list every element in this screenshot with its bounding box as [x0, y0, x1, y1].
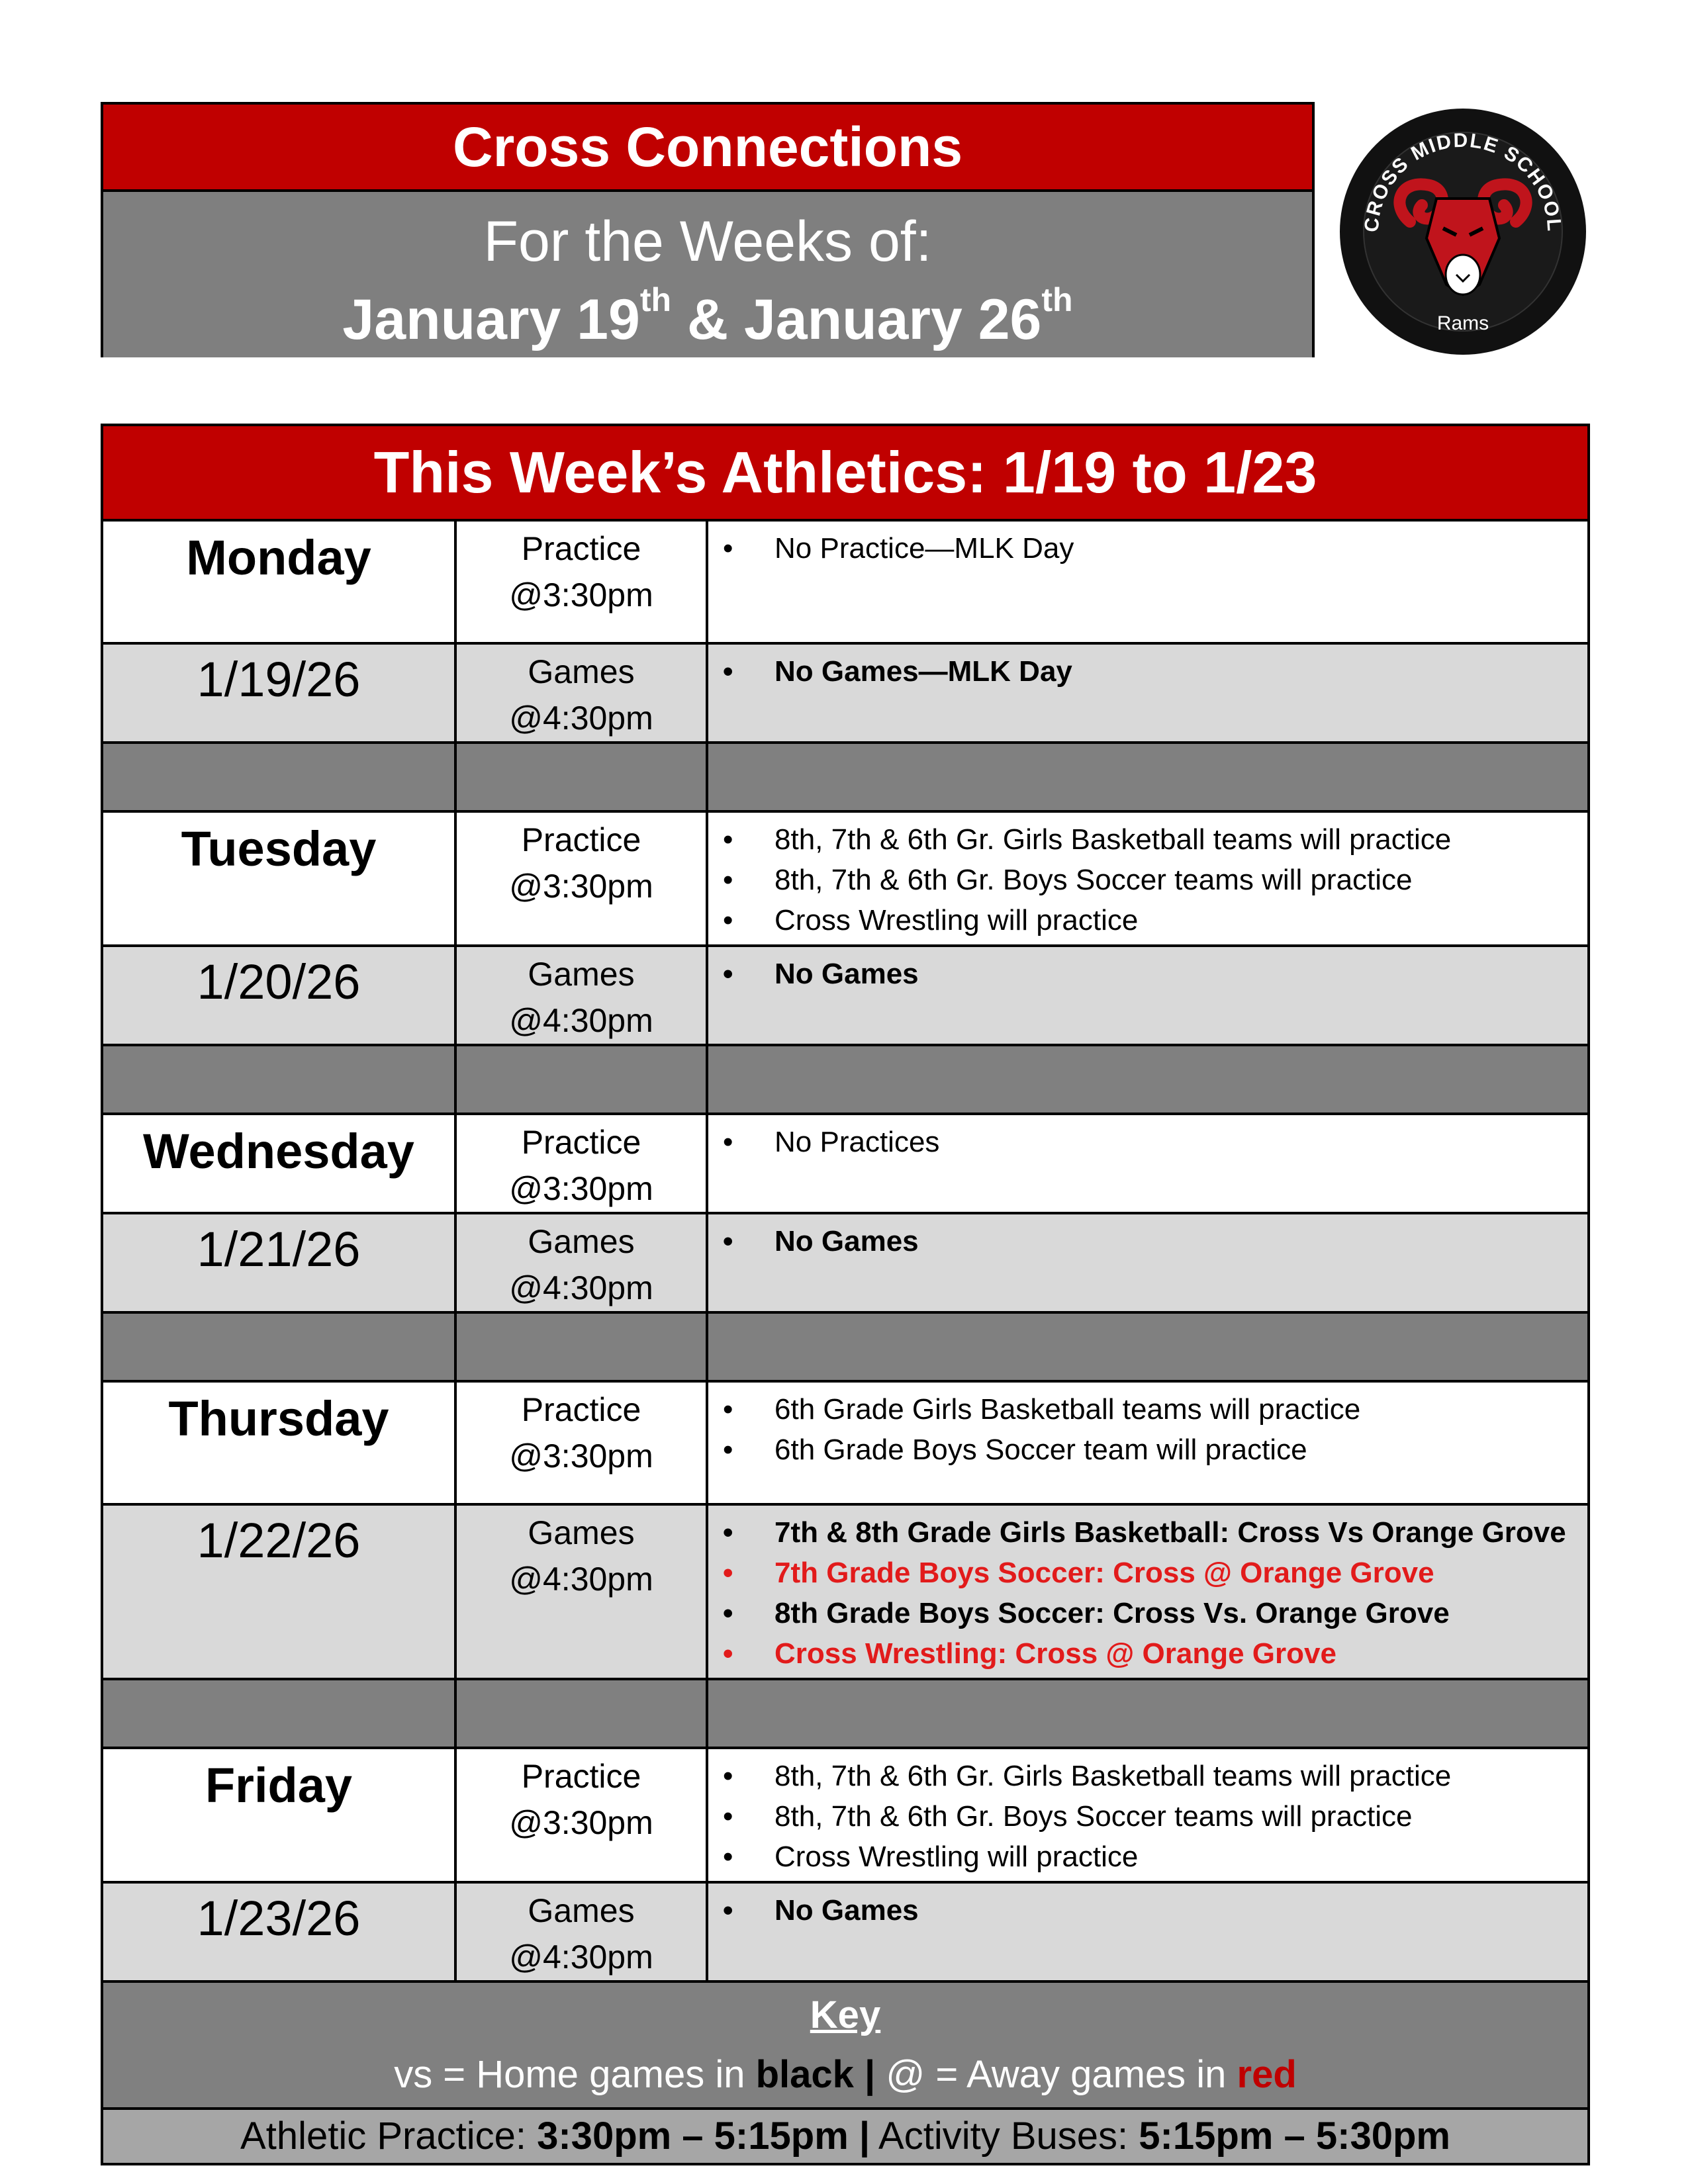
list-item: • 6th Grade Boys Soccer team will practice: [708, 1430, 1587, 1470]
games-row-monday: [102, 643, 1589, 743]
practice-time-cell: [455, 1748, 707, 1882]
day-date: 1/19/26: [102, 643, 455, 743]
legend-key: [102, 1981, 1589, 2109]
games-time-cell: [455, 1213, 707, 1312]
practice-time: @3:30pm: [509, 1170, 653, 1207]
practice-row-monday: [102, 520, 1589, 643]
footer-separator: |: [859, 2115, 870, 2158]
practice-hours-label: Athletic Practice:: [240, 2115, 526, 2158]
games-time-cell: [455, 1504, 707, 1679]
spacer-cell: [455, 1312, 707, 1381]
list-item: • 8th Grade Boys Soccer: Cross Vs. Orange Grove: [708, 1593, 1587, 1633]
games-time-cell: [455, 1882, 707, 1981]
games-items: [707, 1882, 1589, 1981]
games-label: Games: [528, 653, 635, 690]
games-time: @4:30pm: [509, 1269, 653, 1306]
spacer-row: [102, 743, 1589, 811]
key-title: Key: [810, 1993, 881, 2036]
list-item: • No Games: [708, 1221, 1587, 1261]
games-label: Games: [528, 1223, 635, 1260]
practice-time: @3:30pm: [509, 868, 653, 905]
footer-row: [102, 2109, 1589, 2164]
logo-arc-text: CROSS MIDDLE SCHOOL: [1360, 129, 1566, 233]
key-home-color: black: [755, 2053, 854, 2096]
key-line: [103, 2045, 1587, 2105]
key-away-color: red: [1237, 2053, 1297, 2096]
day-date: 1/23/26: [102, 1882, 455, 1981]
practice-time: @3:30pm: [509, 1437, 653, 1475]
list-item: • Cross Wrestling: Cross @ Orange Grove: [708, 1633, 1587, 1674]
key-separator: |: [865, 2053, 876, 2096]
spacer-row: [102, 1312, 1589, 1381]
list-item: • 8th, 7th & 6th Gr. Boys Soccer teams will practice: [708, 1796, 1587, 1837]
spacer-cell: [707, 743, 1589, 811]
list-item: • 7th Grade Boys Soccer: Cross @ Orange Grove: [708, 1553, 1587, 1593]
newsletter-title: Cross Connections: [103, 105, 1312, 192]
list-item: • 8th, 7th & 6th Gr. Boys Soccer teams will practice: [708, 860, 1587, 900]
bullet-list: [708, 1115, 1587, 1166]
list-item: • No Games—MLK Day: [708, 651, 1587, 692]
bullet-list: [708, 947, 1587, 998]
practice-items: [707, 1381, 1589, 1504]
day-date: 1/22/26: [102, 1504, 455, 1679]
date-first: January 19: [342, 288, 640, 351]
day-name: Tuesday: [102, 811, 455, 946]
spacer-cell: [102, 743, 455, 811]
games-items: [707, 643, 1589, 743]
games-row-thursday: [102, 1504, 1589, 1679]
date-second-suffix: th: [1041, 281, 1073, 318]
day-name: Monday: [102, 520, 455, 643]
day-name: Thursday: [102, 1381, 455, 1504]
practice-time: @3:30pm: [509, 1804, 653, 1841]
spacer-cell: [455, 1045, 707, 1114]
header-box: [101, 102, 1315, 357]
practice-time-cell: [455, 520, 707, 643]
games-row-friday: [102, 1882, 1589, 1981]
games-time-cell: [455, 946, 707, 1045]
key-away-text: @ = Away games in: [886, 2053, 1227, 2096]
spacer-cell: [707, 1045, 1589, 1114]
spacer-cell: [455, 743, 707, 811]
schedule-title: This Week’s Athletics: 1/19 to 1/23: [102, 425, 1589, 520]
practice-row-tuesday: [102, 811, 1589, 946]
list-item: • 7th & 8th Grade Girls Basketball: Cross Vs Orange Grove: [708, 1512, 1587, 1553]
school-logo: [1337, 106, 1589, 357]
list-item: • 8th, 7th & 6th Gr. Girls Basketball teams will practice: [708, 1756, 1587, 1796]
list-item: • Cross Wrestling will practice: [708, 1837, 1587, 1877]
practice-hours: 3:30pm – 5:15pm: [537, 2115, 849, 2158]
practice-time-cell: [455, 1114, 707, 1213]
games-items: [707, 946, 1589, 1045]
practice-row-thursday: [102, 1381, 1589, 1504]
spacer-cell: [102, 1679, 455, 1748]
practice-items: [707, 811, 1589, 946]
games-row-wednesday: [102, 1213, 1589, 1312]
bullet-list: [708, 1506, 1587, 1678]
key-home-text: vs = Home games in: [394, 2053, 745, 2096]
practice-label: Practice: [521, 1124, 641, 1161]
bullet-list: [708, 813, 1587, 944]
practice-time: @3:30pm: [509, 576, 653, 614]
spacer-cell: [707, 1679, 1589, 1748]
bus-label: Activity Buses:: [878, 2115, 1129, 2158]
list-item: • No Practices: [708, 1122, 1587, 1162]
date-ampersand: &: [686, 288, 729, 351]
practice-items: [707, 1748, 1589, 1882]
weeks-dates: [103, 281, 1312, 359]
games-label: Games: [528, 1514, 635, 1551]
list-item: • 6th Grade Girls Basketball teams will practice: [708, 1389, 1587, 1430]
day-date: 1/21/26: [102, 1213, 455, 1312]
spacer-cell: [102, 1045, 455, 1114]
practice-time-cell: [455, 1381, 707, 1504]
weeks-label: For the Weeks of:: [483, 210, 932, 273]
spacer-cell: [707, 1312, 1589, 1381]
practice-time-cell: [455, 811, 707, 946]
games-items: [707, 1213, 1589, 1312]
practice-items: [707, 1114, 1589, 1213]
list-item: • No Practice—MLK Day: [708, 528, 1587, 569]
games-items: [707, 1504, 1589, 1679]
bullet-list: [708, 1383, 1587, 1474]
spacer-cell: [455, 1679, 707, 1748]
day-name: Wednesday: [102, 1114, 455, 1213]
weeks-subtitle: [103, 192, 1312, 357]
spacer-row: [102, 1679, 1589, 1748]
logo-caption: Rams: [1436, 312, 1489, 334]
bullet-list: [708, 1214, 1587, 1265]
practice-label: Practice: [521, 1758, 641, 1795]
bullet-list: [708, 1749, 1587, 1881]
games-time: @4:30pm: [509, 1002, 653, 1039]
practice-label: Practice: [521, 530, 641, 567]
games-time-cell: [455, 643, 707, 743]
practice-label: Practice: [521, 821, 641, 858]
practice-items: [707, 520, 1589, 643]
list-item: • No Games: [708, 1890, 1587, 1931]
games-time: @4:30pm: [509, 700, 653, 737]
practice-bus-times: [102, 2109, 1589, 2164]
bullet-list: [708, 522, 1587, 572]
practice-row-wednesday: [102, 1114, 1589, 1213]
athletics-schedule-table: [101, 424, 1590, 2165]
games-row-tuesday: [102, 946, 1589, 1045]
bullet-list: [708, 1884, 1587, 1934]
games-time: @4:30pm: [509, 1561, 653, 1598]
spacer-row: [102, 1045, 1589, 1114]
games-label: Games: [528, 956, 635, 993]
date-first-suffix: th: [639, 281, 672, 318]
day-date: 1/20/26: [102, 946, 455, 1045]
games-label: Games: [528, 1892, 635, 1929]
list-item: • Cross Wrestling will practice: [708, 900, 1587, 940]
day-name: Friday: [102, 1748, 455, 1882]
list-item: • No Games: [708, 954, 1587, 994]
date-second: January 26: [743, 288, 1042, 351]
practice-label: Practice: [521, 1391, 641, 1428]
key-row: [102, 1981, 1589, 2109]
games-time: @4:30pm: [509, 1938, 653, 1976]
bullet-list: [708, 645, 1587, 696]
practice-row-friday: [102, 1748, 1589, 1882]
spacer-cell: [102, 1312, 455, 1381]
bus-times: 5:15pm – 5:30pm: [1139, 2115, 1450, 2158]
list-item: • 8th, 7th & 6th Gr. Girls Basketball teams will practice: [708, 819, 1587, 860]
